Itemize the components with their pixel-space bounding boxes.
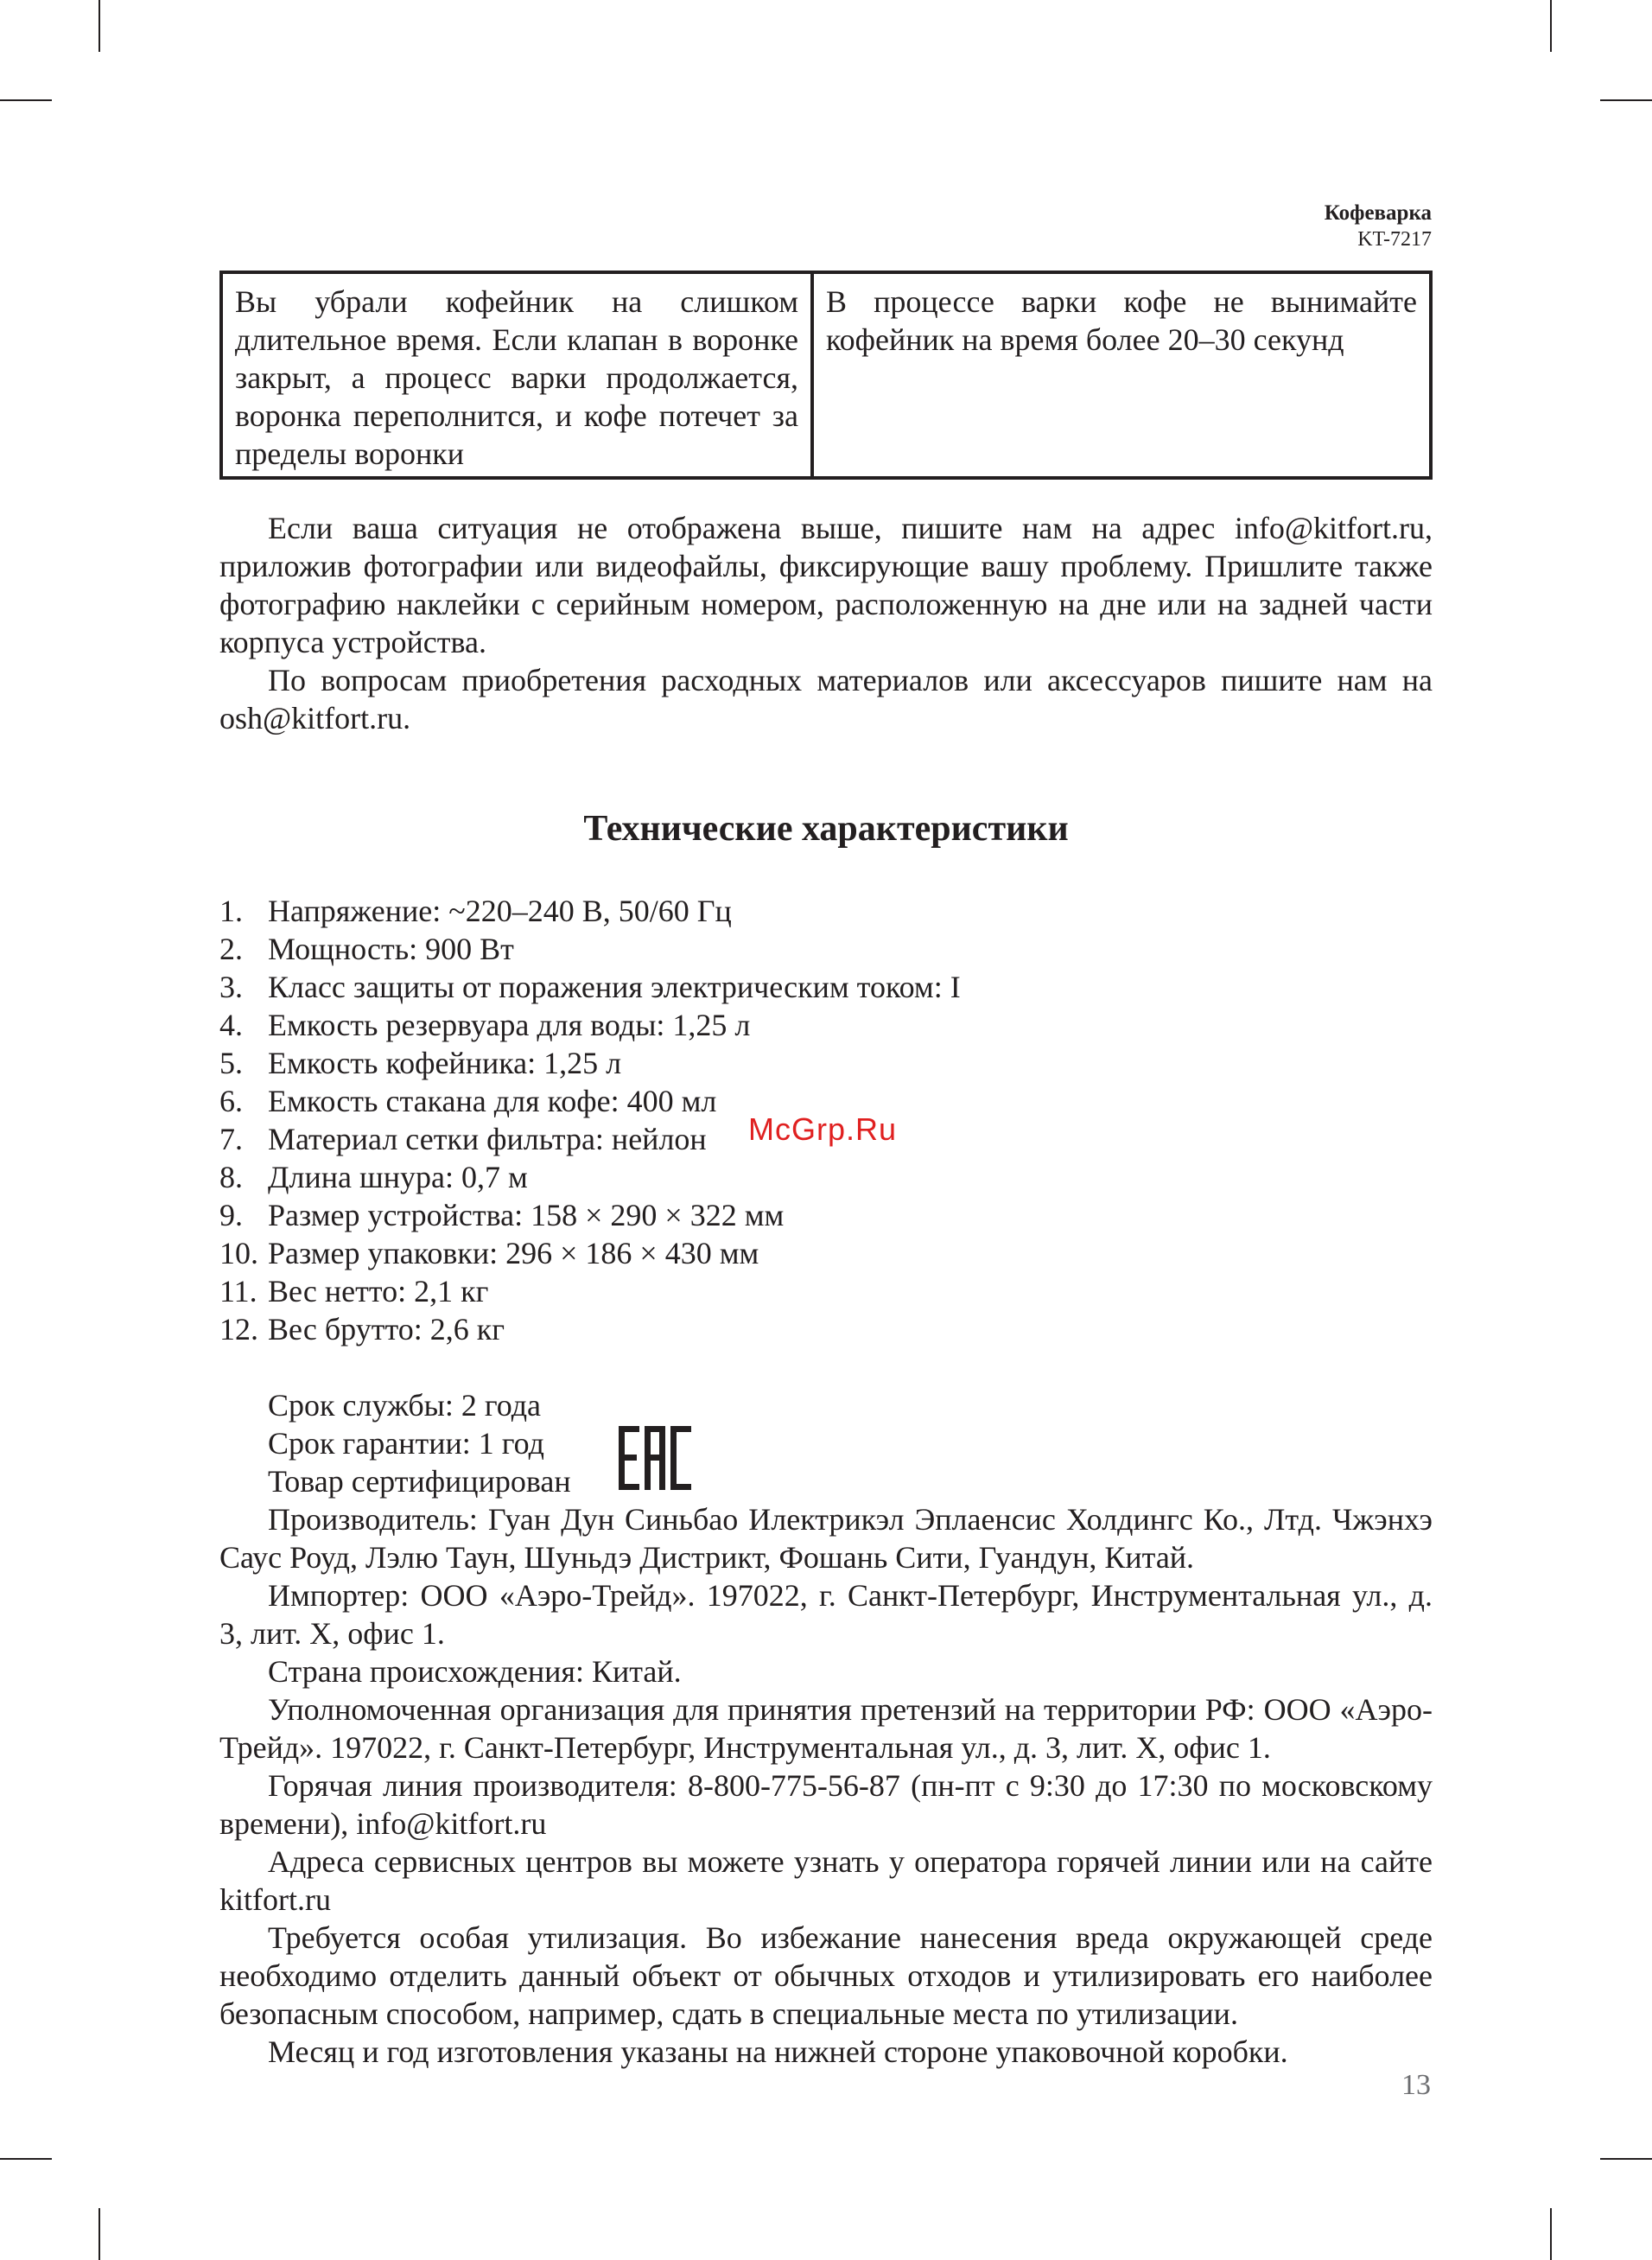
list-item xyxy=(219,1272,961,1310)
list-item-text: Емкость кофейника: 1,25 л xyxy=(268,1046,622,1080)
crop-mark xyxy=(1600,2158,1652,2160)
list-item-text: Емкость резервуара для воды: 1,25 л xyxy=(268,1008,751,1042)
specs-title: Технические характеристики xyxy=(583,809,1069,849)
list-item xyxy=(219,1196,961,1234)
list-item-number: 11. xyxy=(219,1274,257,1308)
header-product-name: Кофеварка xyxy=(1324,201,1432,225)
list-item xyxy=(219,1006,961,1044)
list-item xyxy=(219,892,961,930)
list-item-text: Мощность: 900 Вт xyxy=(268,932,514,966)
service-info xyxy=(268,1386,571,1500)
crop-mark xyxy=(0,99,52,101)
running-header xyxy=(1325,201,1432,252)
list-item xyxy=(219,1310,961,1348)
list-item-text: Вес нетто: 2,1 кг xyxy=(268,1274,489,1308)
list-item-text: Размер упаковки: 296 × 186 × 430 мм xyxy=(268,1236,759,1270)
certification-note: Товар сертифицирован xyxy=(268,1464,571,1499)
list-item-text: Класс защиты от поражения электрическим током: I xyxy=(268,970,961,1004)
importer-paragraph: Импортер: ООО «Аэро-Трейд». 197022, г. Санкт-Петербург, Инструментальная ул., д. 3, лит. Х, офис 1. xyxy=(219,1578,1433,1651)
origin-paragraph: Страна происхождения: Китай. xyxy=(268,1654,682,1689)
list-item-text: Емкость стакана для кофе: 400 мл xyxy=(268,1084,717,1118)
list-item-text: Материал сетки фильтра: нейлон xyxy=(268,1122,707,1156)
list-item xyxy=(219,968,961,1006)
table-cell-cause: Вы убрали кофейник на слишком длительное время. Если клапан в воронке закрыт, а процесс варки продолжается, воронка переполнится, и кофе потечет за пределы воронки xyxy=(221,272,812,478)
list-item-text: Напряжение: ~220–240 В, 50/60 Гц xyxy=(268,894,732,928)
crop-mark xyxy=(1550,2208,1552,2260)
page-number: 13 xyxy=(1401,2069,1431,2101)
list-item-number: 6. xyxy=(219,1084,243,1118)
manufacturer-paragraph: Производитель: Гуан Дун Синьбао Илектрикэл Эплаенсис Холдингс Ко., Лтд. Чжэнхэ Саус Роуд, Лэлю Таун, Шуньдэ Дистрикт, Фошань Сити, Гуандун, Китай. xyxy=(219,1502,1433,1575)
header-model: KT-7217 xyxy=(1357,228,1432,251)
list-item-number: 1. xyxy=(219,894,243,928)
list-item-text: Длина шнура: 0,7 м xyxy=(268,1160,528,1194)
crop-mark xyxy=(0,2158,52,2160)
table-row xyxy=(221,272,1431,478)
list-item-number: 12. xyxy=(219,1312,258,1346)
list-item-number: 4. xyxy=(219,1008,243,1042)
disposal-paragraph: Требуется особая утилизация. Во избежание нанесения вреда окружающей среде необходимо отделить данный объект от обычных отходов и утилизировать его наиболее безопасным способом, например, сдать в специальные места по утилизации. xyxy=(219,1920,1433,2031)
list-item-text: Размер устройства: 158 × 290 × 322 мм xyxy=(268,1198,785,1232)
watermark: McGrp.Ru xyxy=(748,1111,898,1147)
contact-section xyxy=(219,509,1433,737)
manufacturer-section xyxy=(219,1500,1433,2071)
contact-paragraph: Если ваша ситуация не отображена выше, пишите нам на адрес info@kitfort.ru, приложив фотографии или видеофайлы, фиксирующие вашу проблему. Пришлите также фотографию наклейки с серийным номером, расположенную на дне или на задней части корпуса устройства. xyxy=(219,511,1433,659)
list-item-number: 2. xyxy=(219,932,243,966)
crop-mark xyxy=(98,0,100,52)
list-item-number: 3. xyxy=(219,970,243,1004)
list-item-number: 5. xyxy=(219,1046,243,1080)
claims-org-paragraph: Уполномоченная организация для принятия претензий на территории РФ: ООО «Аэро-Трейд». 197022, г. Санкт-Петербург, Инструментальная ул., д. 3, лит. Х, офис 1. xyxy=(219,1692,1433,1765)
list-item xyxy=(219,1234,961,1272)
contact-paragraph: По вопросам приобретения расходных материалов или аксессуаров пишите нам на osh@kitfort.ru. xyxy=(219,663,1433,735)
list-item-text: Вес брутто: 2,6 кг xyxy=(268,1312,505,1346)
service-centers-paragraph: Адреса сервисных центров вы можете узнать у оператора горячей линии или на сайте kitfort.ru xyxy=(219,1844,1433,1917)
crop-mark xyxy=(1600,99,1652,101)
list-item-number: 7. xyxy=(219,1122,243,1156)
manufacture-date-paragraph: Месяц и год изготовления указаны на нижней стороне упаковочной коробки. xyxy=(268,2034,1288,2069)
table-cell-solution: В процессе варки кофе не вынимайте кофейник на время более 20–30 секунд xyxy=(812,272,1431,478)
service-lifetime: Срок службы: 2 года xyxy=(268,1388,542,1423)
crop-mark xyxy=(98,2208,100,2260)
list-item-number: 9. xyxy=(219,1198,243,1232)
eac-certification-mark-icon xyxy=(619,1426,691,1490)
list-item xyxy=(219,930,961,968)
troubleshooting-table xyxy=(219,271,1433,480)
hotline-paragraph: Горячая линия производителя: 8-800-775-56-87 (пн-пт с 9:30 до 17:30 по московскому времени), info@kitfort.ru xyxy=(219,1768,1433,1841)
list-item-number: 10. xyxy=(219,1236,258,1270)
list-item xyxy=(219,1044,961,1082)
warranty-period: Срок гарантии: 1 год xyxy=(268,1426,544,1461)
crop-mark xyxy=(1550,0,1552,52)
list-item-number: 8. xyxy=(219,1160,243,1194)
list-item xyxy=(219,1158,961,1196)
